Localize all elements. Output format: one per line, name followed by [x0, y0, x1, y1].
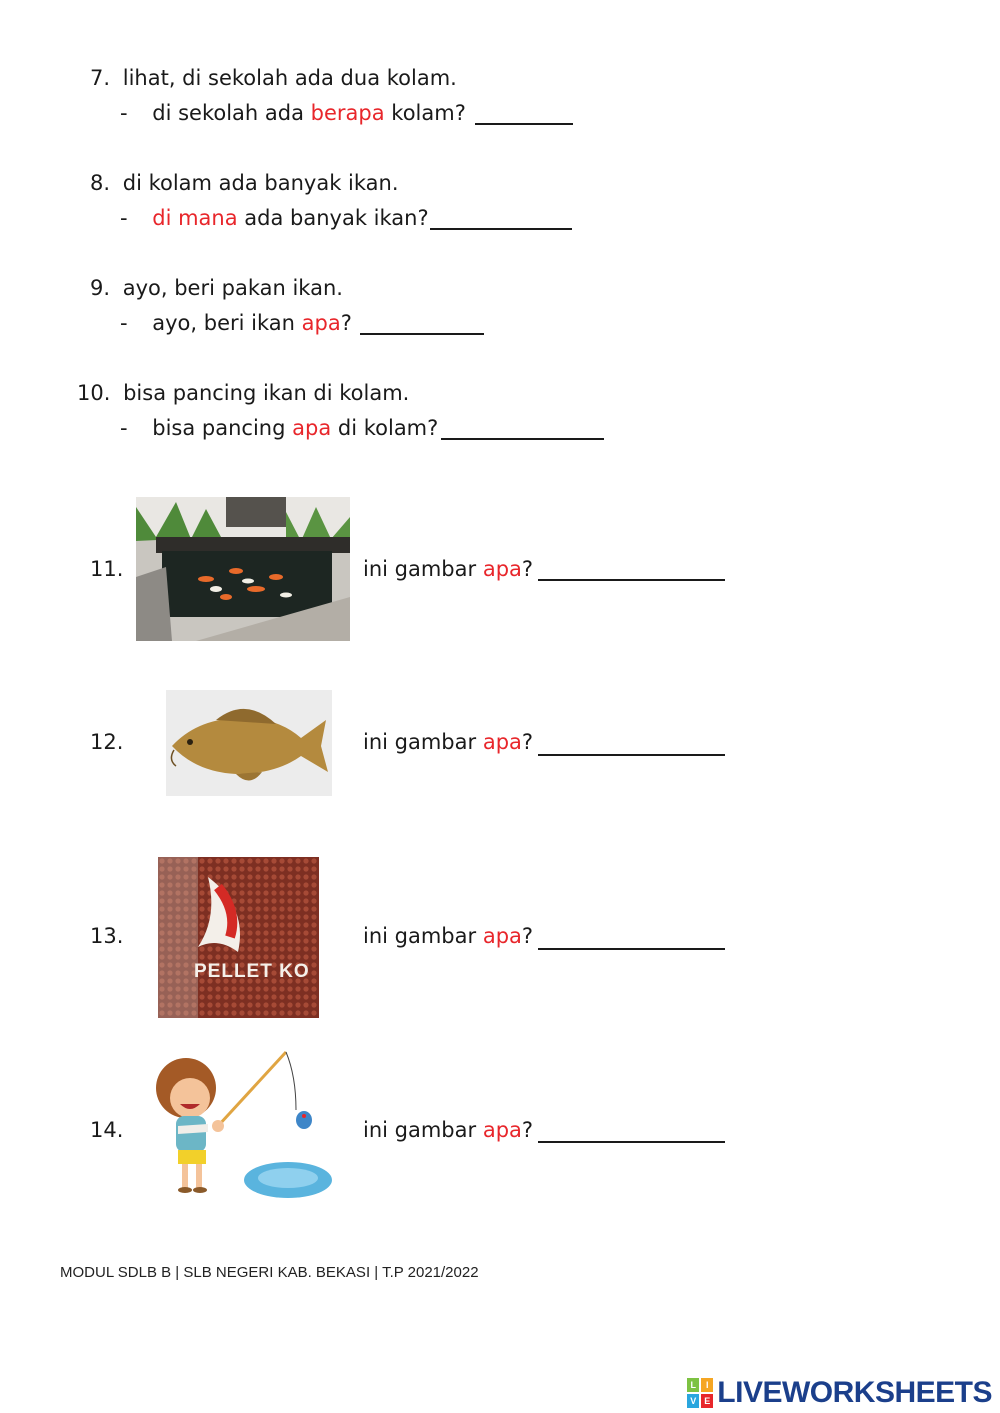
statement-text: bisa pancing ikan di kolam.: [123, 381, 410, 405]
dash: -: [120, 311, 128, 335]
answer-field-8[interactable]: [430, 204, 572, 230]
answer-field-9[interactable]: [360, 309, 484, 335]
question-11-number: 11.: [90, 557, 124, 581]
answer-field-14[interactable]: [538, 1117, 725, 1143]
dash: -: [120, 101, 128, 125]
question-8-statement: [90, 169, 399, 197]
question-10-prompt: [120, 414, 438, 442]
answer-field-7[interactable]: [475, 99, 573, 125]
question-number: 8.: [90, 171, 111, 195]
prompt-text: di sekolah ada berapa kolam?: [152, 101, 466, 125]
keyword: apa: [482, 924, 522, 948]
question-10-statement: [77, 379, 409, 407]
question-13-prompt: ini gambar apa?: [363, 924, 534, 948]
liveworksheets-logo[interactable]: [687, 1376, 992, 1410]
fish-pellet-bag-image: [158, 857, 319, 1018]
footer-text: MODUL SDLB B | SLB NEGERI KAB. BEKASI | T.P 2021/2022: [60, 1264, 479, 1281]
statement-text: lihat, di sekolah ada dua kolam.: [122, 66, 457, 90]
koi-pond-image: [136, 497, 350, 641]
question-7-prompt: [120, 99, 466, 127]
question-number: 7.: [90, 66, 111, 90]
dash: -: [120, 206, 128, 230]
logo-badge-icon: L I V E: [687, 1378, 713, 1408]
question-13-number: 13.: [90, 924, 124, 948]
keyword: apa: [482, 1118, 522, 1142]
answer-field-10[interactable]: [441, 414, 604, 440]
statement-text: di kolam ada banyak ikan.: [122, 171, 399, 195]
question-12-number: 12.: [90, 730, 124, 754]
statement-text: ayo, beri pakan ikan.: [122, 276, 343, 300]
question-9-prompt: [120, 309, 352, 337]
answer-field-12[interactable]: [538, 730, 725, 756]
prompt-text: bisa pancing apa di kolam?: [152, 416, 439, 440]
prompt-text: di mana ada banyak ikan?: [152, 206, 429, 230]
question-number: 9.: [90, 276, 111, 300]
logo-text: LIVEWORKSHEETS: [717, 1376, 992, 1409]
question-12-prompt: ini gambar apa?: [363, 730, 534, 754]
keyword: apa: [301, 311, 341, 335]
keyword: berapa: [310, 101, 385, 125]
question-14-number: 14.: [90, 1118, 124, 1142]
question-14-prompt: ini gambar apa?: [363, 1118, 534, 1142]
keyword: apa: [482, 730, 522, 754]
carp-fish-image: [166, 690, 332, 796]
question-8-prompt: [120, 204, 429, 232]
dash: -: [120, 416, 128, 440]
keyword: apa: [482, 557, 522, 581]
question-9-statement: [90, 274, 343, 302]
bag-label-text: PELLET KO: [194, 961, 310, 982]
keyword: apa: [292, 416, 332, 440]
answer-field-13[interactable]: [538, 924, 725, 950]
answer-field-11[interactable]: [538, 555, 725, 581]
boy-fishing-image: [148, 1046, 338, 1206]
question-11-prompt: ini gambar apa?: [363, 557, 534, 581]
prompt-text: ayo, beri ikan apa?: [152, 311, 352, 335]
question-7-statement: [90, 64, 457, 92]
keyword: di mana: [152, 206, 238, 230]
question-number: 10.: [77, 381, 111, 405]
